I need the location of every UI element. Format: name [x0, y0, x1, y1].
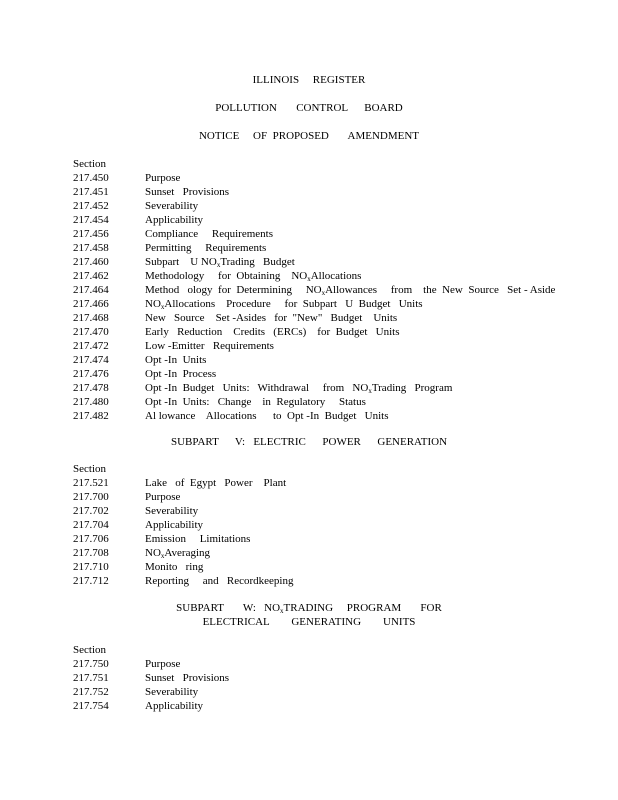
section-number: 217.454	[73, 214, 109, 226]
section-number: 217.452	[73, 200, 109, 212]
section-row	[73, 395, 555, 409]
section-title-text: Allocations Procedure for Subpart U Budget Units	[164, 298, 423, 310]
section-row	[73, 367, 555, 381]
section-label: Section	[73, 158, 106, 170]
section-row	[73, 171, 555, 185]
section-title	[145, 227, 555, 241]
section-row	[73, 699, 229, 713]
section-title	[145, 532, 293, 546]
section-row	[73, 339, 555, 353]
section-number: 217.702	[73, 505, 109, 517]
section-title	[145, 269, 555, 283]
subscript-x: x	[216, 261, 221, 269]
subscript-x: x	[307, 275, 311, 283]
section-title	[145, 185, 555, 199]
section-title	[145, 476, 293, 490]
section-title-text: Allowances from the New Source Set - Aside	[325, 284, 556, 296]
section-list	[73, 476, 293, 588]
section-title-text: Monito ring	[145, 561, 204, 573]
section-title-text: Applicability	[145, 519, 204, 531]
section-number: 217.752	[73, 686, 109, 698]
section-number: 217.700	[73, 491, 109, 503]
section-title-text: Averaging	[164, 547, 211, 559]
section-title	[145, 490, 293, 504]
section-title	[145, 671, 229, 685]
section-title-text: NO	[145, 547, 161, 559]
section-row	[73, 518, 293, 532]
section-number: 217.466	[73, 298, 109, 310]
section-title-text: NO	[145, 298, 161, 310]
section-number: 217.704	[73, 519, 109, 531]
section-title-text: Purpose	[145, 491, 181, 503]
section-row	[73, 213, 555, 227]
section-row	[73, 574, 293, 588]
section-row	[73, 185, 555, 199]
section-title-text: Compliance Requirements	[145, 228, 273, 240]
section-title	[145, 311, 555, 325]
section-number: 217.478	[73, 382, 109, 394]
section-title-text: Sunset Provisions	[145, 672, 230, 684]
section-row	[73, 685, 229, 699]
section-title-text: Trading Budget	[220, 256, 295, 268]
section-row	[73, 409, 555, 423]
section-title	[145, 560, 293, 574]
section-number: 217.710	[73, 561, 109, 573]
section-number: 217.451	[73, 186, 109, 198]
section-title	[145, 699, 229, 713]
section-row	[73, 490, 293, 504]
section-row	[73, 311, 555, 325]
section-row	[73, 381, 555, 395]
subpart-w-heading	[0, 601, 618, 615]
subscript-x: x	[160, 303, 165, 311]
subscript-x: x	[321, 289, 326, 297]
section-title	[145, 213, 555, 227]
section-title-text: Lake of Egypt Power Plant	[145, 477, 287, 489]
section-title	[145, 241, 555, 255]
section-title-text: Purpose	[145, 172, 181, 184]
section-row	[73, 671, 229, 685]
section-number: 217.521	[73, 477, 109, 489]
section-number: 217.476	[73, 368, 109, 380]
section-title-text: Reporting and Recordkeeping	[145, 575, 294, 587]
section-title-text: Methodology for Obtaining NO	[145, 270, 308, 282]
section-title	[145, 657, 229, 671]
section-title-text: Opt -In Units: Change in Regulatory Status	[145, 396, 366, 408]
section-title	[145, 283, 555, 297]
section-title	[145, 353, 555, 367]
section-title-text: Subpart U NO	[145, 256, 217, 268]
section-title	[145, 255, 555, 269]
section-number: 217.751	[73, 672, 109, 684]
section-title-text: Opt -In Budget Units: Withdrawal from NO	[145, 382, 369, 394]
section-title-text: Applicability	[145, 700, 204, 712]
section-row	[73, 325, 555, 339]
section-title-text: Opt -In Units	[145, 354, 207, 366]
subscript-x: x	[160, 552, 165, 560]
section-title	[145, 199, 555, 213]
section-number: 217.750	[73, 658, 109, 670]
section-title-text: Purpose	[145, 658, 181, 670]
register-title: ILLINOIS REGISTER	[252, 74, 366, 86]
section-row	[73, 283, 555, 297]
section-number: 217.706	[73, 533, 109, 545]
section-title-text: Allocations	[310, 270, 362, 282]
section-number: 217.472	[73, 340, 109, 352]
section-row	[73, 657, 229, 671]
section-title-text: Severability	[145, 200, 199, 212]
section-row	[73, 269, 555, 283]
section-title-text: Al lowance Allocations to Opt -In Budget Units	[145, 410, 389, 422]
section-title	[145, 395, 555, 409]
toc-subpart-u	[73, 157, 555, 423]
section-number: 217.468	[73, 312, 109, 324]
section-title	[145, 339, 555, 353]
section-title	[145, 409, 555, 423]
section-number: 217.462	[73, 270, 109, 282]
section-title-text: Applicability	[145, 214, 204, 226]
section-title-text: Permitting Requirements	[145, 242, 267, 254]
section-label: Section	[73, 644, 106, 656]
section-number: 217.754	[73, 700, 109, 712]
board-title: POLLUTION CONTROL BOARD	[215, 102, 403, 114]
section-row	[73, 297, 555, 311]
section-title	[145, 325, 555, 339]
section-title	[145, 297, 555, 311]
section-row	[73, 255, 555, 269]
section-list	[73, 171, 555, 423]
section-number: 217.464	[73, 284, 109, 296]
subscript-x: x	[368, 387, 372, 395]
section-row	[73, 546, 293, 560]
section-number: 217.474	[73, 354, 109, 366]
section-title	[145, 546, 293, 560]
section-number: 217.480	[73, 396, 109, 408]
section-row	[73, 560, 293, 574]
section-row	[73, 532, 293, 546]
section-title	[145, 518, 293, 532]
section-title-text: Trading Program	[371, 382, 453, 394]
section-number: 217.470	[73, 326, 109, 338]
section-title-text: Early Reduction Credits (ERCs) for Budget Units	[145, 326, 400, 338]
subpart-w-heading-line2: ELECTRICAL GENERATING UNITS	[202, 616, 416, 628]
toc-subpart-v	[73, 462, 293, 588]
section-title	[145, 171, 555, 185]
section-number: 217.482	[73, 410, 109, 422]
subpart-v-heading: SUBPART V: ELECTRIC POWER GENERATION	[170, 436, 448, 448]
section-list	[73, 657, 229, 713]
section-title-text: New Source Set -Asides for "New" Budget Units	[145, 312, 398, 324]
section-row	[73, 241, 555, 255]
section-number: 217.460	[73, 256, 109, 268]
section-row	[73, 227, 555, 241]
section-title	[145, 685, 229, 699]
section-title-text: Method ology for Determining NO	[145, 284, 322, 296]
section-title-text: Severability	[145, 505, 199, 517]
section-label: Section	[73, 463, 106, 475]
heading-part: SUBPART W: NO	[176, 602, 281, 614]
section-row	[73, 353, 555, 367]
section-title-text: Severability	[145, 686, 199, 698]
section-title	[145, 367, 555, 381]
section-number: 217.458	[73, 242, 109, 254]
section-title-text: Low -Emitter Requirements	[145, 340, 274, 352]
section-row	[73, 504, 293, 518]
section-number: 217.456	[73, 228, 109, 240]
section-number: 217.712	[73, 575, 109, 587]
section-row	[73, 199, 555, 213]
section-title	[145, 574, 293, 588]
heading-part: TRADING PROGRAM FOR	[283, 602, 442, 614]
section-title-text: Sunset Provisions	[145, 186, 230, 198]
subscript-x: x	[280, 607, 284, 615]
section-title-text: Opt -In Process	[145, 368, 217, 380]
section-number: 217.708	[73, 547, 109, 559]
section-row	[73, 476, 293, 490]
notice-title: NOTICE OF PROPOSED AMENDMENT	[198, 130, 420, 142]
section-title	[145, 381, 555, 395]
section-title-text: Emission Limitations	[145, 533, 251, 545]
section-number: 217.450	[73, 172, 109, 184]
toc-subpart-w	[73, 643, 229, 713]
section-title	[145, 504, 293, 518]
